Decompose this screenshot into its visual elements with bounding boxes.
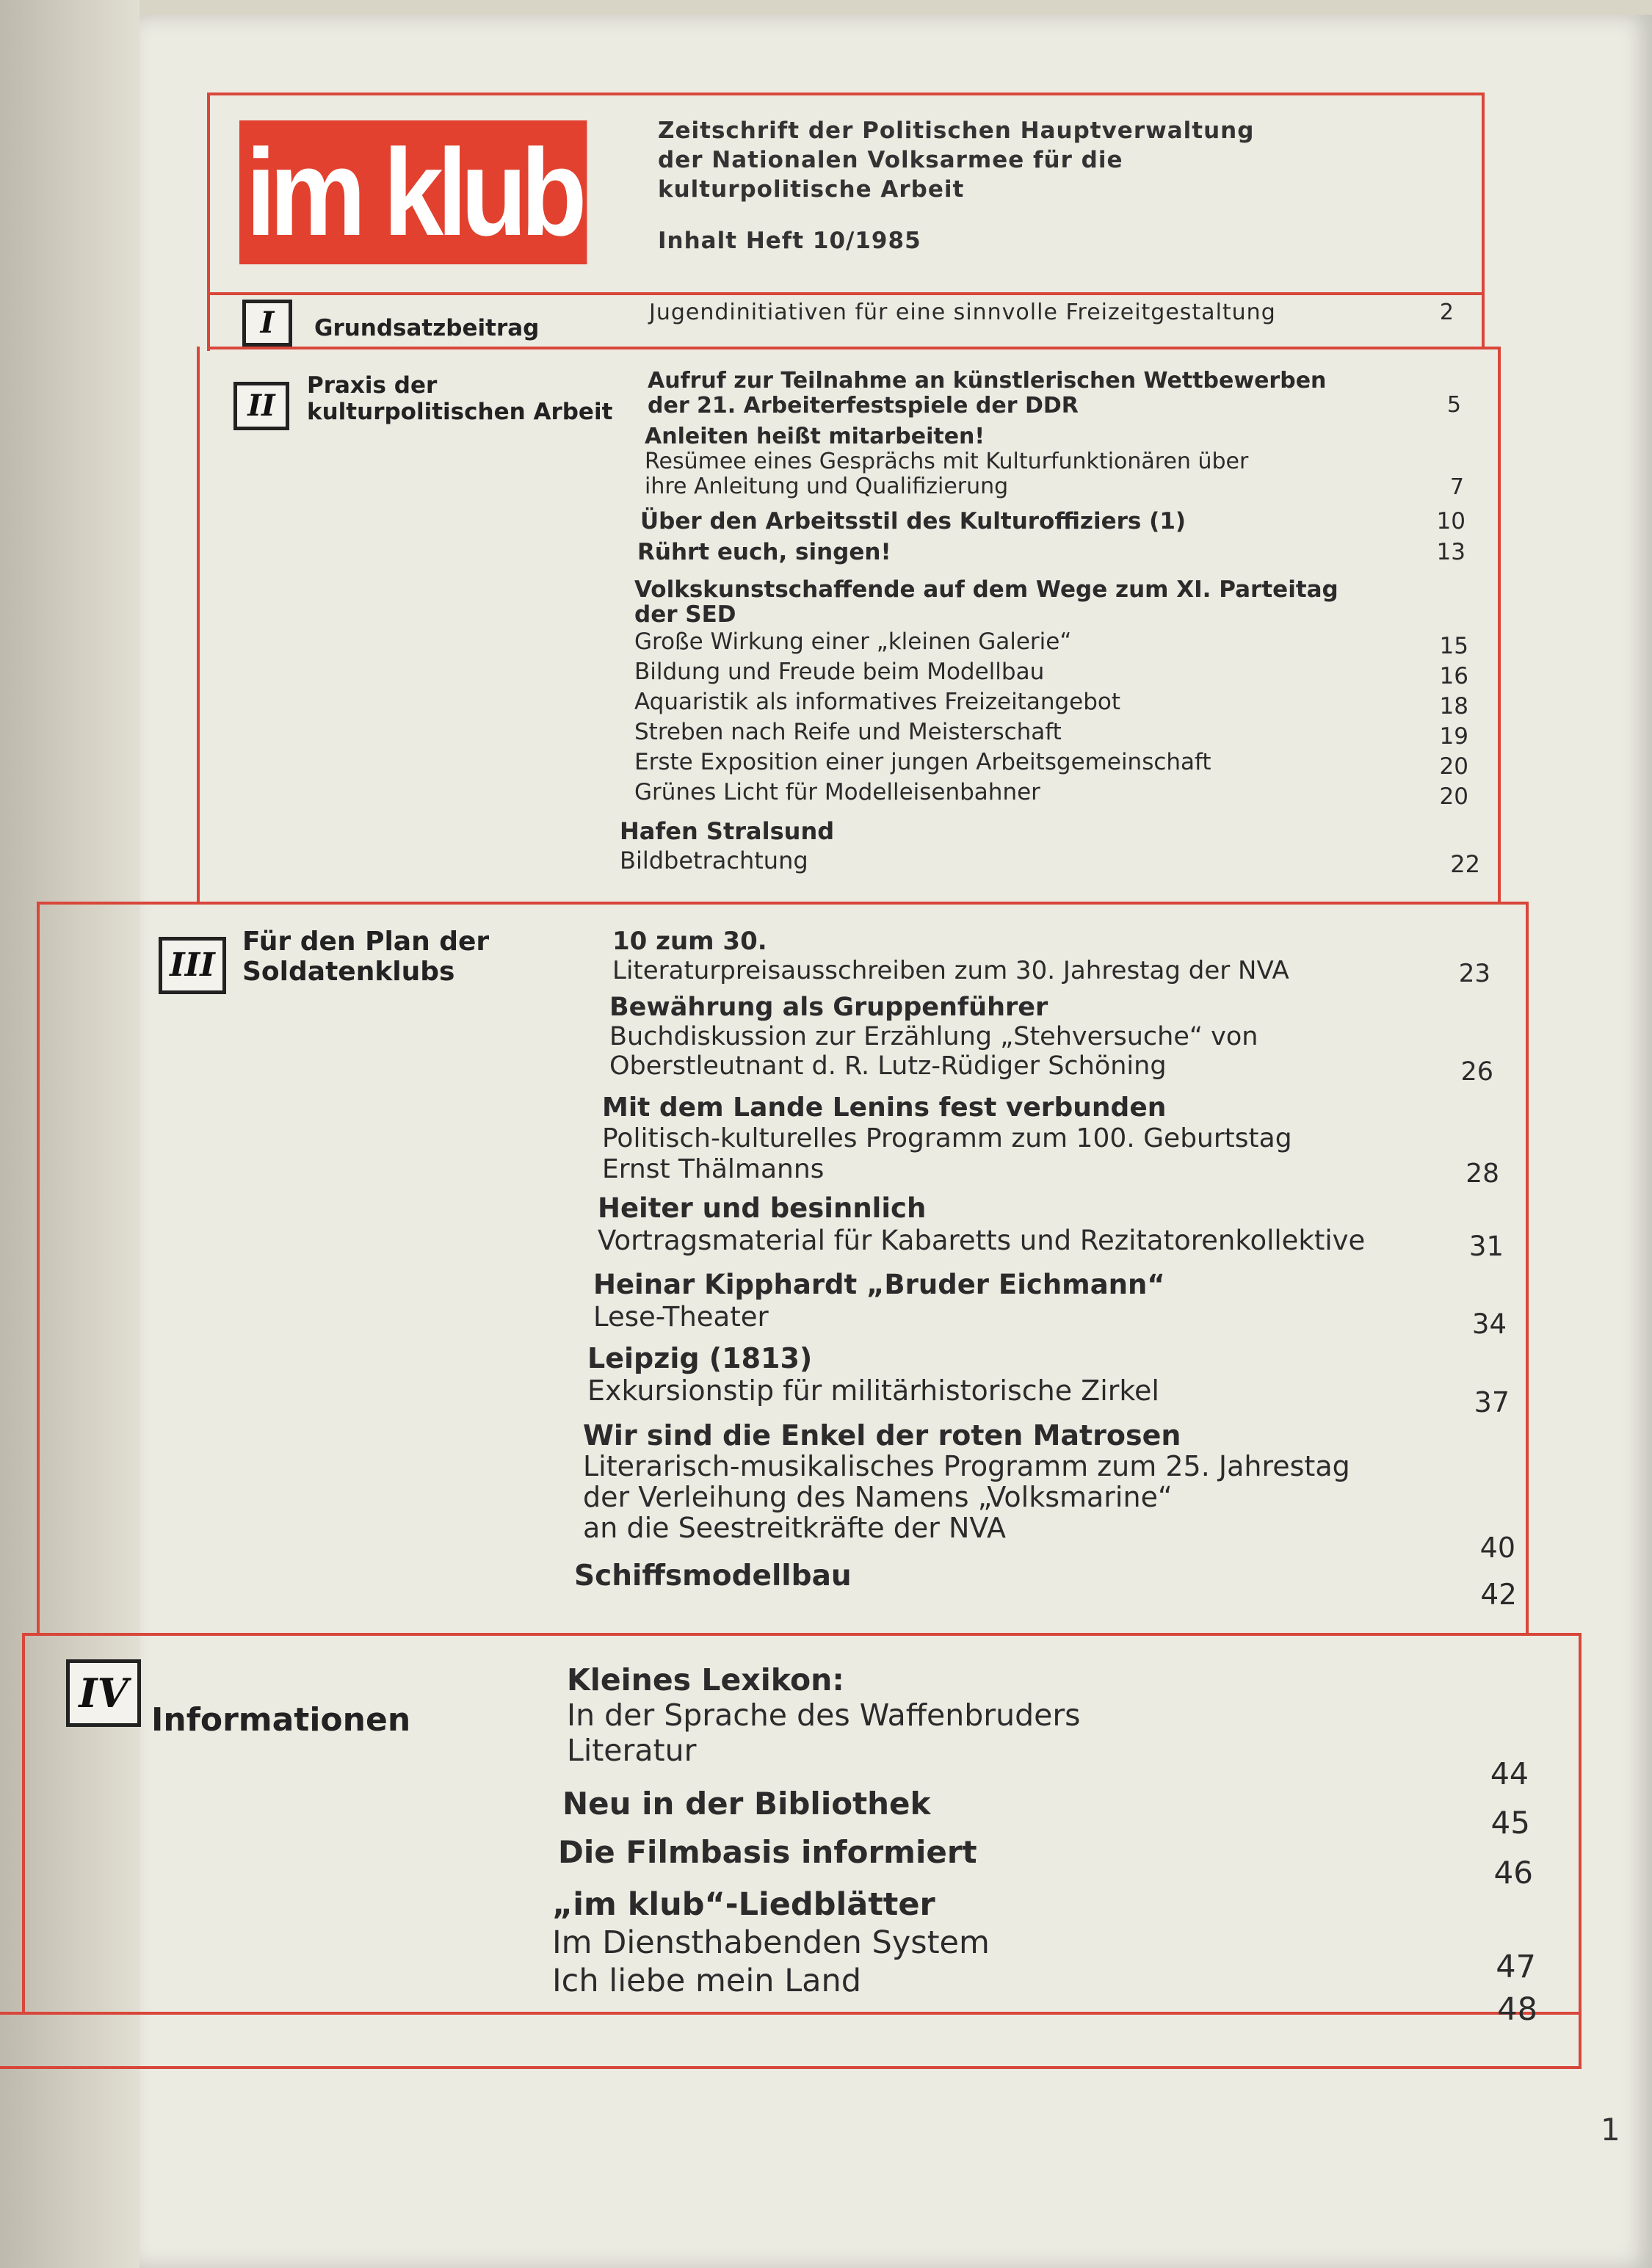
entry-line: Im Diensthabenden System: [552, 1924, 990, 1961]
page-ref: 37: [1474, 1386, 1510, 1419]
divider-3: [22, 1633, 1582, 1636]
toc-entry: [558, 1834, 977, 1870]
section-numeral-4: IV: [66, 1659, 141, 1727]
toc-entry: [598, 1192, 1365, 1257]
entry-line: Literarisch-musikalisches Programm zum 25. Jahrestag: [583, 1450, 1350, 1482]
page-ref: 26: [1460, 1057, 1493, 1087]
section-title-1: Grundsatzbeitrag: [314, 315, 540, 341]
frame-left-3: [197, 347, 200, 905]
issue-label: Inhalt Heft 10/1985: [658, 228, 921, 254]
toc-entry: [593, 1269, 1165, 1333]
page-ref: 45: [1490, 1805, 1530, 1841]
section-title-2: Praxis der kulturpolitischen Arbeit: [307, 372, 613, 425]
page-ref: 10: [1436, 508, 1466, 535]
entry-title: Hafen Stralsund: [620, 817, 835, 845]
frame-left-2: [207, 292, 210, 351]
entry-title: 10 zum 30.: [612, 927, 767, 956]
page-ref: 47: [1496, 1949, 1536, 1985]
section-numeral-2: II: [233, 382, 289, 430]
section-numeral-3: III: [159, 937, 226, 994]
page-number: 1: [1601, 2112, 1620, 2148]
page-ref: 22: [1450, 850, 1480, 878]
entry-line: Bildbetrachtung: [620, 847, 808, 874]
entry-title: Mit dem Lande Lenins fest verbunden: [602, 1093, 1167, 1123]
toc-entry: [648, 369, 1367, 419]
entry-title: Rührt euch, singen!: [637, 539, 891, 565]
page-ref: 28: [1466, 1159, 1499, 1189]
toc-entry: [645, 424, 1248, 499]
toc-entry: [552, 1885, 990, 2000]
entry-title: Heiter und besinnlich: [598, 1192, 927, 1224]
section-numeral-1: I: [242, 300, 292, 347]
toc-entry: [587, 1342, 1159, 1407]
frame-left-5: [22, 1633, 25, 2015]
entry-title: Aufruf zur Teilnahme an künstlerischen Wettbewerben der 21. Arbeiterfestspiele der DDR: [648, 368, 1327, 419]
entry-title: Leipzig (1813): [587, 1342, 813, 1374]
page-ref: 40: [1479, 1532, 1515, 1564]
page-ref: 23: [1458, 959, 1490, 988]
page-ref: 5: [1446, 392, 1461, 418]
entry-title: Wir sind die Enkel der roten Matrosen: [583, 1419, 1181, 1452]
page-ref: 7: [1449, 474, 1464, 500]
binding-shadow: [0, 0, 140, 2268]
entry-line: In der Sprache des Waffenbruders: [567, 1698, 1081, 1733]
toc-entry: [649, 300, 1276, 325]
entry-line: Ich liebe mein Land: [552, 1963, 862, 1999]
toc-entry: [640, 508, 1186, 535]
entry-line: Lese-Theater: [593, 1301, 769, 1333]
entry-line: an die Seestreitkräfte der NVA: [583, 1512, 1006, 1544]
entry-line: Jugendinitiativen für eine sinnvolle Freizeitgestaltung: [649, 300, 1276, 325]
page-ref: 13: [1436, 539, 1466, 565]
toc-entry: [612, 927, 1289, 985]
entry-title: Schiffsmodellbau: [574, 1559, 852, 1593]
toc-entry: [620, 816, 834, 875]
page-ref: 46: [1493, 1855, 1533, 1891]
page-ref: 44: [1490, 1756, 1529, 1791]
section-title-4: Informationen: [151, 1701, 411, 1739]
magazine-logo: im klub: [239, 120, 587, 264]
section-title-3: Für den Plan der Soldatenklubs: [242, 927, 490, 988]
entry-title: Bewährung als Gruppenführer: [609, 993, 1048, 1022]
toc-entry: [602, 1093, 1292, 1185]
entry-line: Buchdiskussion zur Erzählung „Stehversuche“ von: [609, 1022, 1258, 1051]
entry-line: Politisch-kulturelles Programm zum 100. Geburtstag: [602, 1123, 1292, 1153]
toc-entry: [583, 1420, 1350, 1543]
frame-left-1: [207, 93, 210, 295]
frame-bottom: [0, 2066, 1582, 2069]
page-ref: 18: [1439, 693, 1468, 720]
page-ref: 20: [1439, 783, 1468, 810]
divider-header: [207, 292, 1485, 295]
entry-line: Ernst Thälmanns: [602, 1154, 825, 1184]
page-ref: 31: [1468, 1231, 1504, 1262]
entry-title: Kleines Lexikon:: [567, 1662, 844, 1698]
entry-line: ihre Anleitung und Qualifizierung: [645, 474, 1009, 499]
entry-line: Große Wirkung einer „kleinen Galerie“: [634, 628, 1072, 655]
entry-title: Neu in der Bibliothek: [562, 1786, 931, 1822]
frame-right-4: [1526, 902, 1529, 1636]
header-line-3: kulturpolitische Arbeit: [658, 176, 965, 203]
toc-entry: [637, 539, 891, 565]
page-ref: 20: [1439, 753, 1468, 780]
frame-right-1: [1482, 93, 1485, 348]
page-ref: 2: [1439, 300, 1454, 325]
entry-line: Resümee eines Gesprächs mit Kulturfunktionären über: [645, 449, 1249, 474]
page-ref: 48: [1497, 1991, 1537, 2028]
entry-line: Grünes Licht für Modelleisenbahner: [634, 779, 1040, 805]
entry-title: Anleiten heißt mitarbeiten!: [645, 424, 985, 449]
entry-line: Erste Exposition einer jungen Arbeitsgemeinschaft: [634, 749, 1211, 775]
entry-line: Aquaristik als informatives Freizeitangebot: [634, 689, 1121, 715]
page-ref: 42: [1480, 1579, 1517, 1612]
entry-line: der Verleihung des Namens „Volksmarine“: [583, 1481, 1173, 1513]
frame-right-5: [1579, 1633, 1582, 2069]
entry-title: „im klub“-Liedblätter: [552, 1886, 935, 1923]
entry-title: Heinar Kipphardt „Bruder Eichmann“: [593, 1269, 1165, 1300]
frame-right-3: [1498, 347, 1501, 905]
toc-entry: [574, 1559, 852, 1593]
entry-line: Bildung und Freude beim Modellbau: [634, 659, 1045, 685]
entry-line: Exkursionstip für militärhistorische Zirkel: [587, 1374, 1159, 1407]
entry-title: Die Filmbasis informiert: [558, 1834, 977, 1870]
entry-line: Literatur: [567, 1733, 697, 1768]
divider-2: [37, 902, 1527, 905]
entry-line: Streben nach Reife und Meisterschaft: [634, 719, 1062, 745]
toc-entry: [562, 1786, 930, 1822]
page-ref: 16: [1439, 663, 1468, 689]
entry-line: Literaturpreisausschreiben zum 30. Jahrestag der NVA: [612, 956, 1289, 985]
toc-entry: [567, 1662, 1081, 1768]
divider-1: [207, 347, 1499, 349]
header-description: [658, 116, 1466, 256]
frame-left-4: [37, 902, 40, 1636]
frame-top: [207, 93, 1485, 95]
page-ref: 34: [1471, 1308, 1507, 1340]
divider-4: [0, 2012, 1582, 2015]
page-ref: 19: [1439, 723, 1468, 750]
toc-entry: [634, 577, 1369, 808]
header-line-2: der Nationalen Volksarmee für die: [658, 147, 1123, 173]
page-ref: 15: [1439, 633, 1468, 659]
toc-entry: [609, 993, 1258, 1081]
entry-line: Vortragsmaterial für Kabaretts und Rezitatorenkollektive: [598, 1225, 1366, 1256]
header-line-1: Zeitschrift der Politischen Hauptverwaltung: [658, 117, 1255, 144]
entry-title: Volkskunstschaffende auf dem Wege zum XI. Parteitag der SED: [634, 576, 1338, 628]
entry-line: Oberstleutnant d. R. Lutz-Rüdiger Schöning: [609, 1051, 1167, 1081]
entry-title: Über den Arbeitsstil des Kulturoffiziers (1): [640, 508, 1187, 535]
